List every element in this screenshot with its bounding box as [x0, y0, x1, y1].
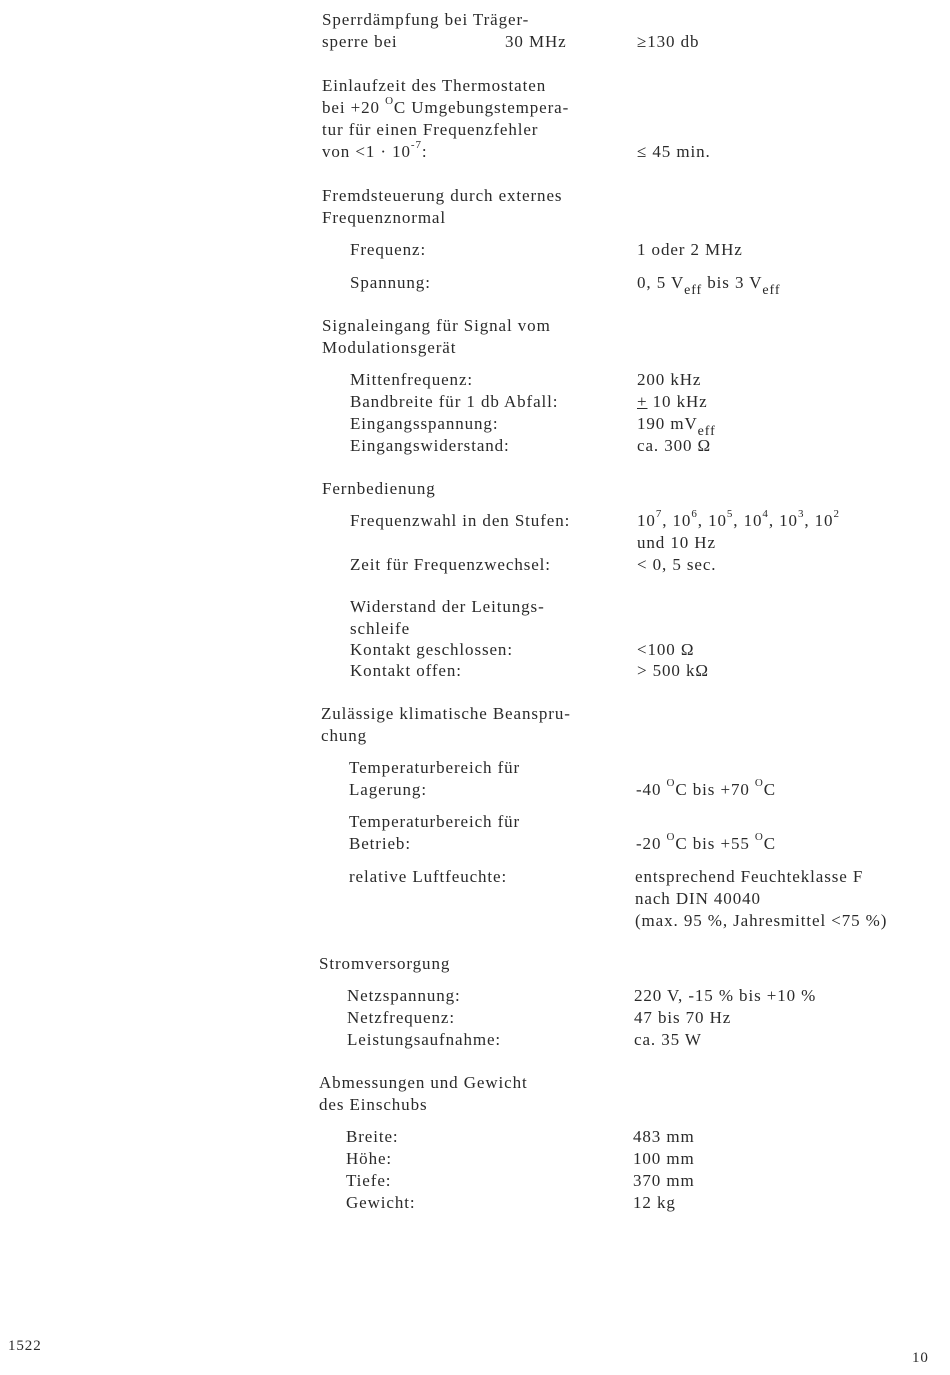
klima-lagerung-value: -40 $^O$C bis +70 $^O$C — [636, 777, 776, 799]
klima-lagerung-line1: Temperaturbereich für — [349, 758, 521, 777]
abm-heading-line2: des Einschubs — [319, 1095, 428, 1114]
strom-row-label: Netzfrequenz: — [347, 1008, 455, 1027]
abm-row-value: 370 mm — [633, 1171, 695, 1190]
sperr-heading-line1: Sperrdämpfung bei Träger- — [322, 10, 530, 29]
klima-betrieb-value: -20 $^O$C bis +55 $^O$C — [636, 831, 776, 853]
fremd-span-value: 0, 5 $V_{eff}$ bis 3 $V_{eff}$ — [637, 273, 781, 299]
fremd-freq-label: Frequenz: — [350, 240, 427, 259]
fern-zeit-label: Zeit für Frequenzwechsel: — [350, 555, 551, 574]
fremd-freq-value: 1 oder 2 MHz — [637, 240, 743, 259]
fern-zeit-value: < 0, 5 sec. — [637, 555, 717, 574]
fremd-heading-line1: Fremdsteuerung durch externes — [322, 186, 563, 205]
signal-row-label: Bandbreite für 1 db Abfall: — [350, 392, 559, 411]
signal-row-value: + 10 kHz — [637, 392, 708, 411]
fern-kontakt-geschlossen-value: <100 Ω — [637, 640, 695, 659]
klima-lagerung-line2: Lagerung: — [349, 780, 427, 799]
einlauf-line4: von $<1 \cdot 10^{-7}$: — [322, 139, 428, 161]
klima-heading-line2: chung — [321, 726, 368, 745]
strom-row-value: 220 V, -15 % bis +10 % — [634, 986, 817, 1005]
fern-stufen-label: Frequenzwahl in den Stufen: — [350, 511, 571, 530]
fern-stufen-values: $10^7$, $10^6$, $10^5$, $10^4$, $10^3$, $10^2$ — [637, 508, 840, 530]
klima-luftfeuchte-line1: entsprechend Feuchteklasse F — [635, 867, 864, 886]
strom-row-value: 47 bis 70 Hz — [634, 1008, 732, 1027]
signal-row-label: Eingangswiderstand: — [350, 436, 510, 455]
strom-heading: Stromversorgung — [319, 954, 451, 973]
fern-kontakt-offen-value: > 500 kΩ — [637, 661, 709, 680]
page-number: 10 — [912, 1350, 929, 1366]
abm-row-label: Tiefe: — [346, 1171, 392, 1190]
fremd-span-label: Spannung: — [350, 273, 431, 292]
klima-heading-line1: Zulässige klimatische Beanspru- — [321, 704, 571, 723]
abm-row-value: 100 mm — [633, 1149, 695, 1168]
signal-row-value: ca. 300 Ω — [637, 436, 712, 455]
fremd-heading-line2: Frequenznormal — [322, 208, 447, 227]
signal-row-label: Mittenfrequenz: — [350, 370, 474, 389]
strom-row-label: Leistungsaufnahme: — [347, 1030, 502, 1049]
abm-row-value: 12 kg — [633, 1193, 676, 1212]
abm-row-label: Höhe: — [346, 1149, 393, 1168]
strom-row-label: Netzspannung: — [347, 986, 461, 1005]
klima-betrieb-line2: Betrieb: — [349, 834, 411, 853]
abm-row-label: Gewicht: — [346, 1193, 416, 1212]
klima-luftfeuchte-label: relative Luftfeuchte: — [349, 867, 508, 886]
signal-row-value: 190 $mV_{eff}$ — [637, 414, 716, 440]
fern-kontakt-offen-label: Kontakt offen: — [350, 661, 462, 680]
fern-stufen-continuation: und 10 Hz — [637, 533, 716, 552]
fern-kontakt-geschlossen-label: Kontakt geschlossen: — [350, 640, 513, 659]
sperr-frequency: 30 MHz — [505, 32, 567, 51]
abm-row-label: Breite: — [346, 1127, 399, 1146]
klima-luftfeuchte-line3: (max. 95 %, Jahresmittel <75 %) — [635, 911, 888, 930]
fern-widerstand-line2: schleife — [350, 619, 411, 638]
klima-betrieb-line1: Temperaturbereich für — [349, 812, 521, 831]
sperr-value: ≥130 db — [637, 32, 700, 51]
strom-row-value: ca. 35 W — [634, 1030, 702, 1049]
sperr-heading-line2: sperre bei — [322, 32, 398, 51]
einlauf-line1: Einlaufzeit des Thermostaten — [322, 76, 547, 95]
klima-luftfeuchte-line2: nach DIN 40040 — [635, 889, 761, 908]
footer-left-number: 1522 — [8, 1338, 42, 1354]
einlauf-value: ≤ 45 min. — [637, 142, 711, 161]
fern-heading: Fernbedienung — [322, 479, 436, 498]
signal-row-value: 200 kHz — [637, 370, 702, 389]
signal-heading-line1: Signaleingang für Signal vom — [322, 316, 551, 335]
fern-widerstand-line1: Widerstand der Leitungs- — [350, 597, 545, 616]
einlauf-line2: bei +20 $^O$C Umgebungstempera- — [322, 95, 570, 117]
signal-heading-line2: Modulationsgerät — [322, 338, 457, 357]
einlauf-line3: tur für einen Frequenzfehler — [322, 120, 539, 139]
abm-row-value: 483 mm — [633, 1127, 695, 1146]
abm-heading-line1: Abmessungen und Gewicht — [319, 1073, 528, 1092]
signal-row-label: Eingangsspannung: — [350, 414, 499, 433]
